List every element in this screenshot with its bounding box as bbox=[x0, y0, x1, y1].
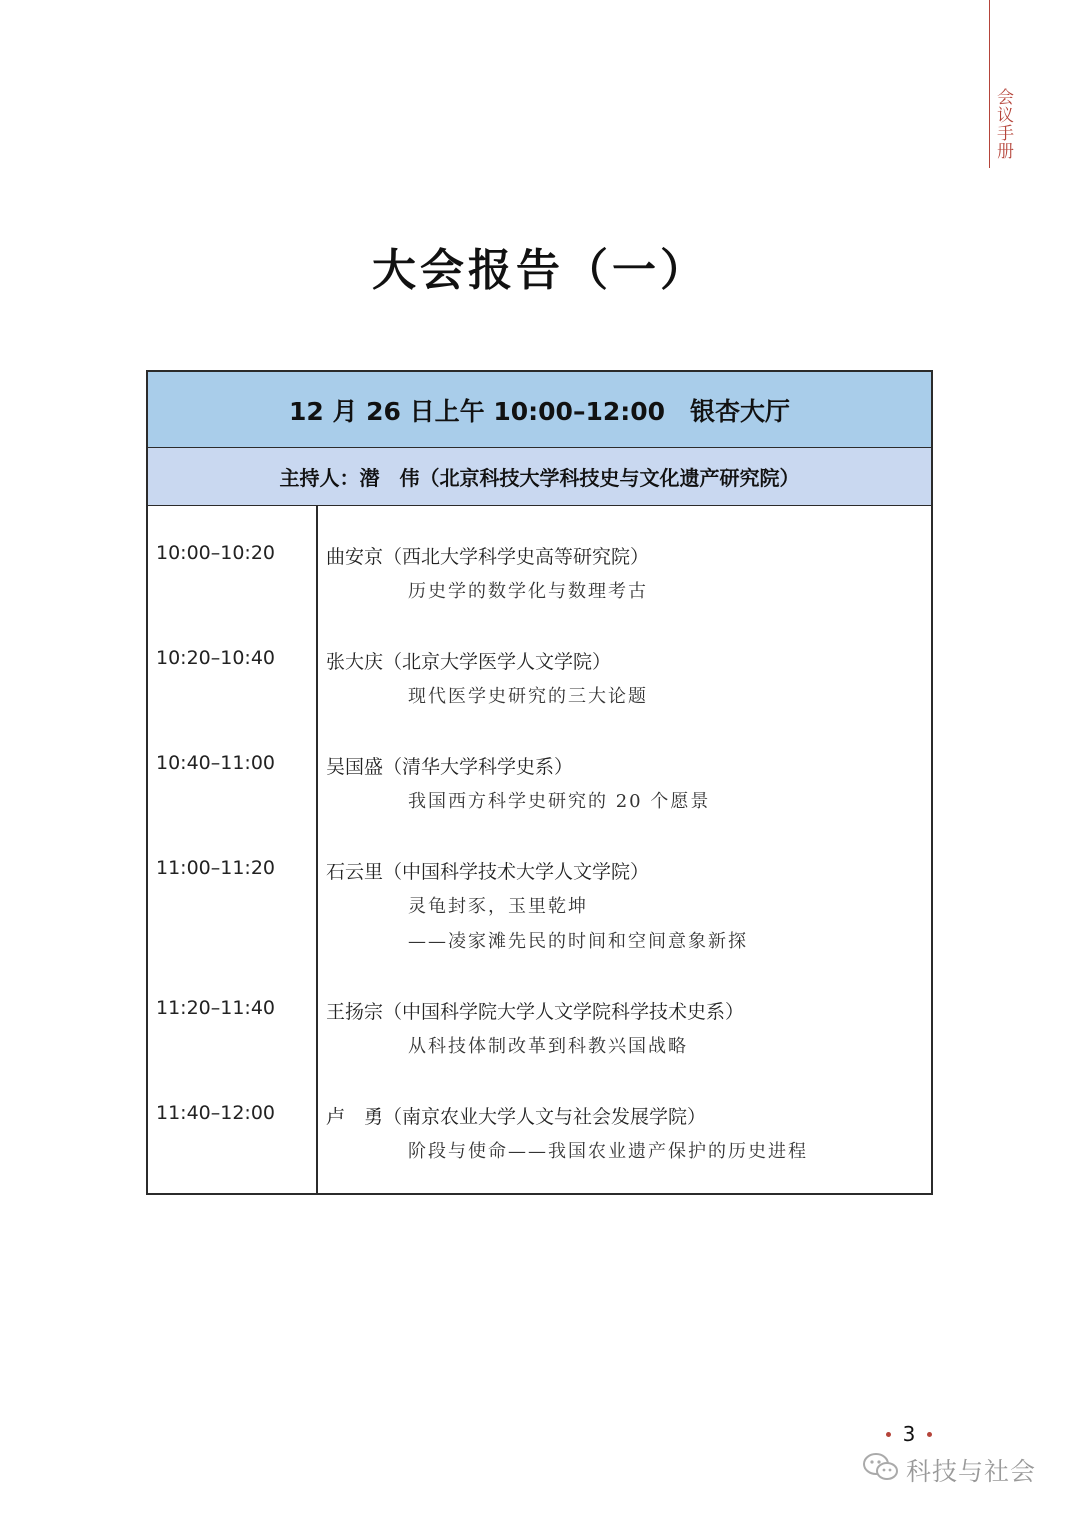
page-number-text: 3 bbox=[902, 1422, 916, 1446]
slot-talk-title: 现代医学史研究的三大论题 bbox=[408, 686, 648, 707]
slot-time: 11:00–11:20 bbox=[156, 857, 276, 879]
bullet-dot bbox=[886, 1432, 891, 1437]
slot-time: 10:00–10:20 bbox=[156, 542, 276, 564]
slot-speaker: 卢 勇（南京农业大学人文与社会发展学院） bbox=[326, 1106, 707, 1128]
schedule-table bbox=[146, 370, 933, 1195]
side-label: 会议手册 bbox=[993, 88, 1013, 160]
slot-speaker: 王扬宗（中国科学院大学人文学院科学技术史系） bbox=[326, 1001, 745, 1023]
page-title: 大会报告（一） bbox=[372, 245, 708, 296]
slot-speaker: 石云里（中国科学技术大学人文学院） bbox=[326, 861, 650, 883]
slot-time: 10:40–11:00 bbox=[156, 752, 276, 774]
slot-talk-subtitle: ——凌家滩先民的时间和空间意象新探 bbox=[408, 931, 748, 952]
side-rule bbox=[989, 0, 990, 168]
slot-time: 10:20–10:40 bbox=[156, 647, 276, 669]
host-row: 主持人：潜 伟（北京科技大学科技史与文化遗产研究院） bbox=[148, 448, 931, 506]
wechat-icon bbox=[862, 1451, 900, 1489]
watermark bbox=[862, 1452, 1036, 1488]
slot-speaker: 张大庆（北京大学医学人文学院） bbox=[326, 651, 612, 673]
slot-talk-title: 阶段与使命——我国农业遗产保护的历史进程 bbox=[408, 1141, 808, 1162]
slot-talk-title: 灵龟封豕，玉里乾坤 bbox=[408, 896, 588, 917]
session-header: 12 月 26 日上午 10:00–12:00 银杏大厅 bbox=[148, 372, 931, 448]
column-divider bbox=[316, 506, 318, 1193]
slot-talk-title: 我国西方科学史研究的 20 个愿景 bbox=[408, 791, 711, 812]
page-number bbox=[876, 1419, 942, 1449]
watermark-text: 科技与社会 bbox=[906, 1457, 1037, 1486]
slot-time: 11:20–11:40 bbox=[156, 997, 276, 1019]
slot-time: 11:40–12:00 bbox=[156, 1102, 276, 1124]
slot-speaker: 曲安京（西北大学科学史高等研究院） bbox=[326, 546, 650, 568]
slot-talk-title: 从科技体制改革到科教兴国战略 bbox=[408, 1036, 688, 1057]
bullet-dot bbox=[927, 1432, 932, 1437]
slot-speaker: 吴国盛（清华大学科学史系） bbox=[326, 756, 574, 778]
slot-talk-title: 历史学的数学化与数理考古 bbox=[408, 581, 648, 602]
